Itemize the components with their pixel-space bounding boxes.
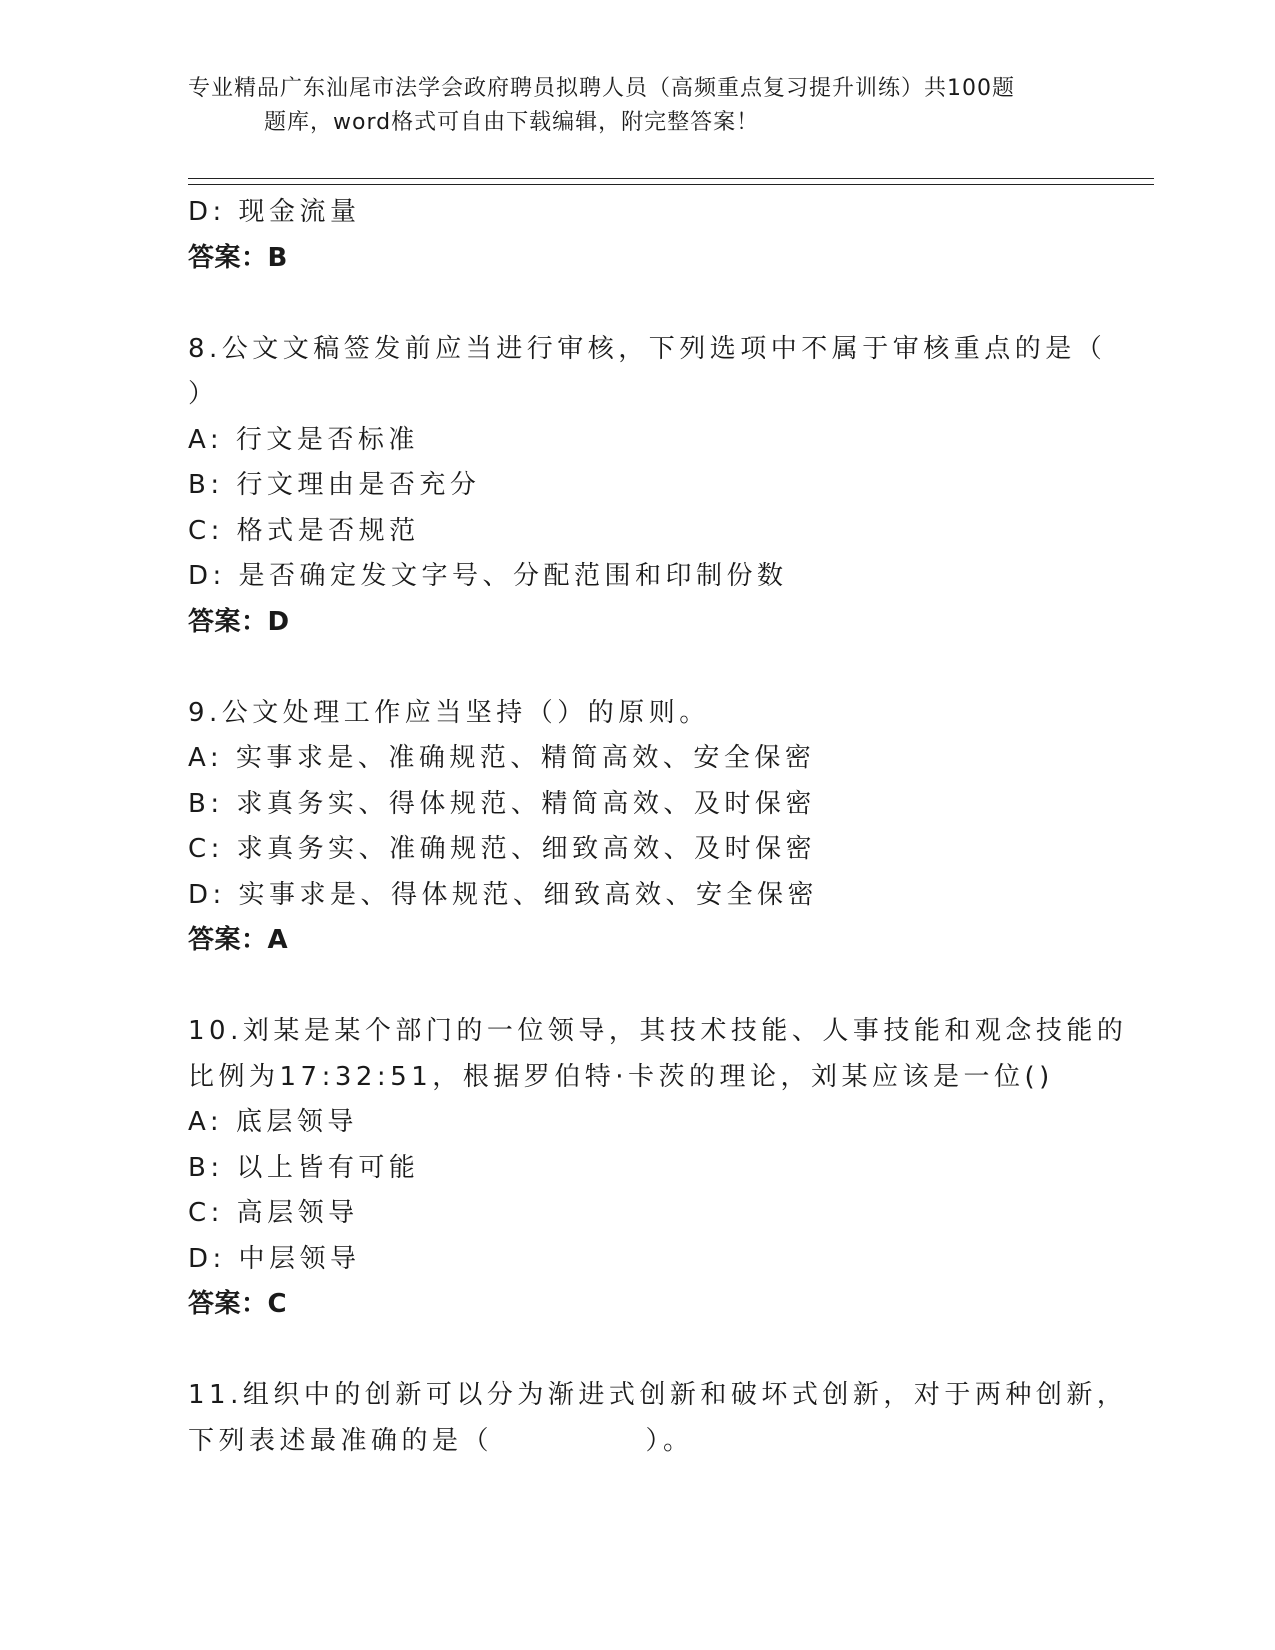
question-list [188, 190, 1128, 1464]
q10-option-b: B: 以上皆有可能 [188, 1152, 420, 1183]
header-rule-top [188, 178, 1154, 179]
header-title-line-2: 题库，word格式可自由下载编辑，附完整答案！ [264, 110, 760, 135]
q9-option-d: D: 实事求是、得体规范、细致高效、安全保密 [188, 879, 819, 910]
spacer [188, 964, 1088, 1010]
spacer [188, 281, 1088, 327]
q11-stem-line-2: 下列表述最准确的是（ ）。 [188, 1425, 694, 1456]
q8-stem-line-1: 8.公文文稿签发前应当进行审核，下列选项中不属于审核重点的是（ [188, 333, 1107, 364]
prev-answer: 答案：B [188, 242, 288, 273]
spacer [188, 645, 1088, 691]
q10-option-a: A: 底层领导 [188, 1107, 358, 1137]
q10-answer: 答案：C [188, 1289, 288, 1319]
header-rule-bottom [188, 184, 1154, 185]
q9-stem-line-1: 9.公文处理工作应当坚持（）的原则。 [188, 697, 710, 728]
q8-option-b: B: 行文理由是否充分 [188, 470, 481, 500]
q10-stem-line-1: 10.刘某是某个部门的一位领导，其技术技能、人事技能和观念技能的 [188, 1016, 1128, 1046]
document-header [188, 72, 1088, 140]
q9-answer: 答案：A [188, 925, 289, 955]
q9-option-a: A: 实事求是、准确规范、精简高效、安全保密 [188, 743, 816, 773]
q10-stem-line-2: 比例为17:32:51，根据罗伯特·卡茨的理论，刘某应该是一位() [188, 1061, 1054, 1092]
spacer [188, 1328, 1088, 1374]
q8-option-c: C: 格式是否规范 [188, 515, 420, 546]
q11-stem-line-1: 11.组织中的创新可以分为渐进式创新和破坏式创新，对于两种创新， [188, 1380, 1128, 1410]
header-title-line-1: 专业精品广东汕尾市法学会政府聘员拟聘人员（高频重点复习提升训练）共100题 [188, 76, 1015, 101]
q8-option-d: D: 是否确定发文字号、分配范围和印制份数 [188, 561, 788, 591]
q8-option-a: A: 行文是否标准 [188, 424, 419, 455]
q8-answer: 答案：D [188, 606, 290, 637]
q10-option-c: C: 高层领导 [188, 1198, 359, 1228]
q9-option-c: C: 求真务实、准确规范、细致高效、及时保密 [188, 834, 817, 864]
q8-stem-line-2: ） [188, 379, 219, 409]
q9-option-b: B: 求真务实、得体规范、精简高效、及时保密 [188, 788, 816, 819]
prev-option-d: D: 现金流量 [188, 197, 361, 227]
q10-option-d: D: 中层领导 [188, 1243, 361, 1274]
